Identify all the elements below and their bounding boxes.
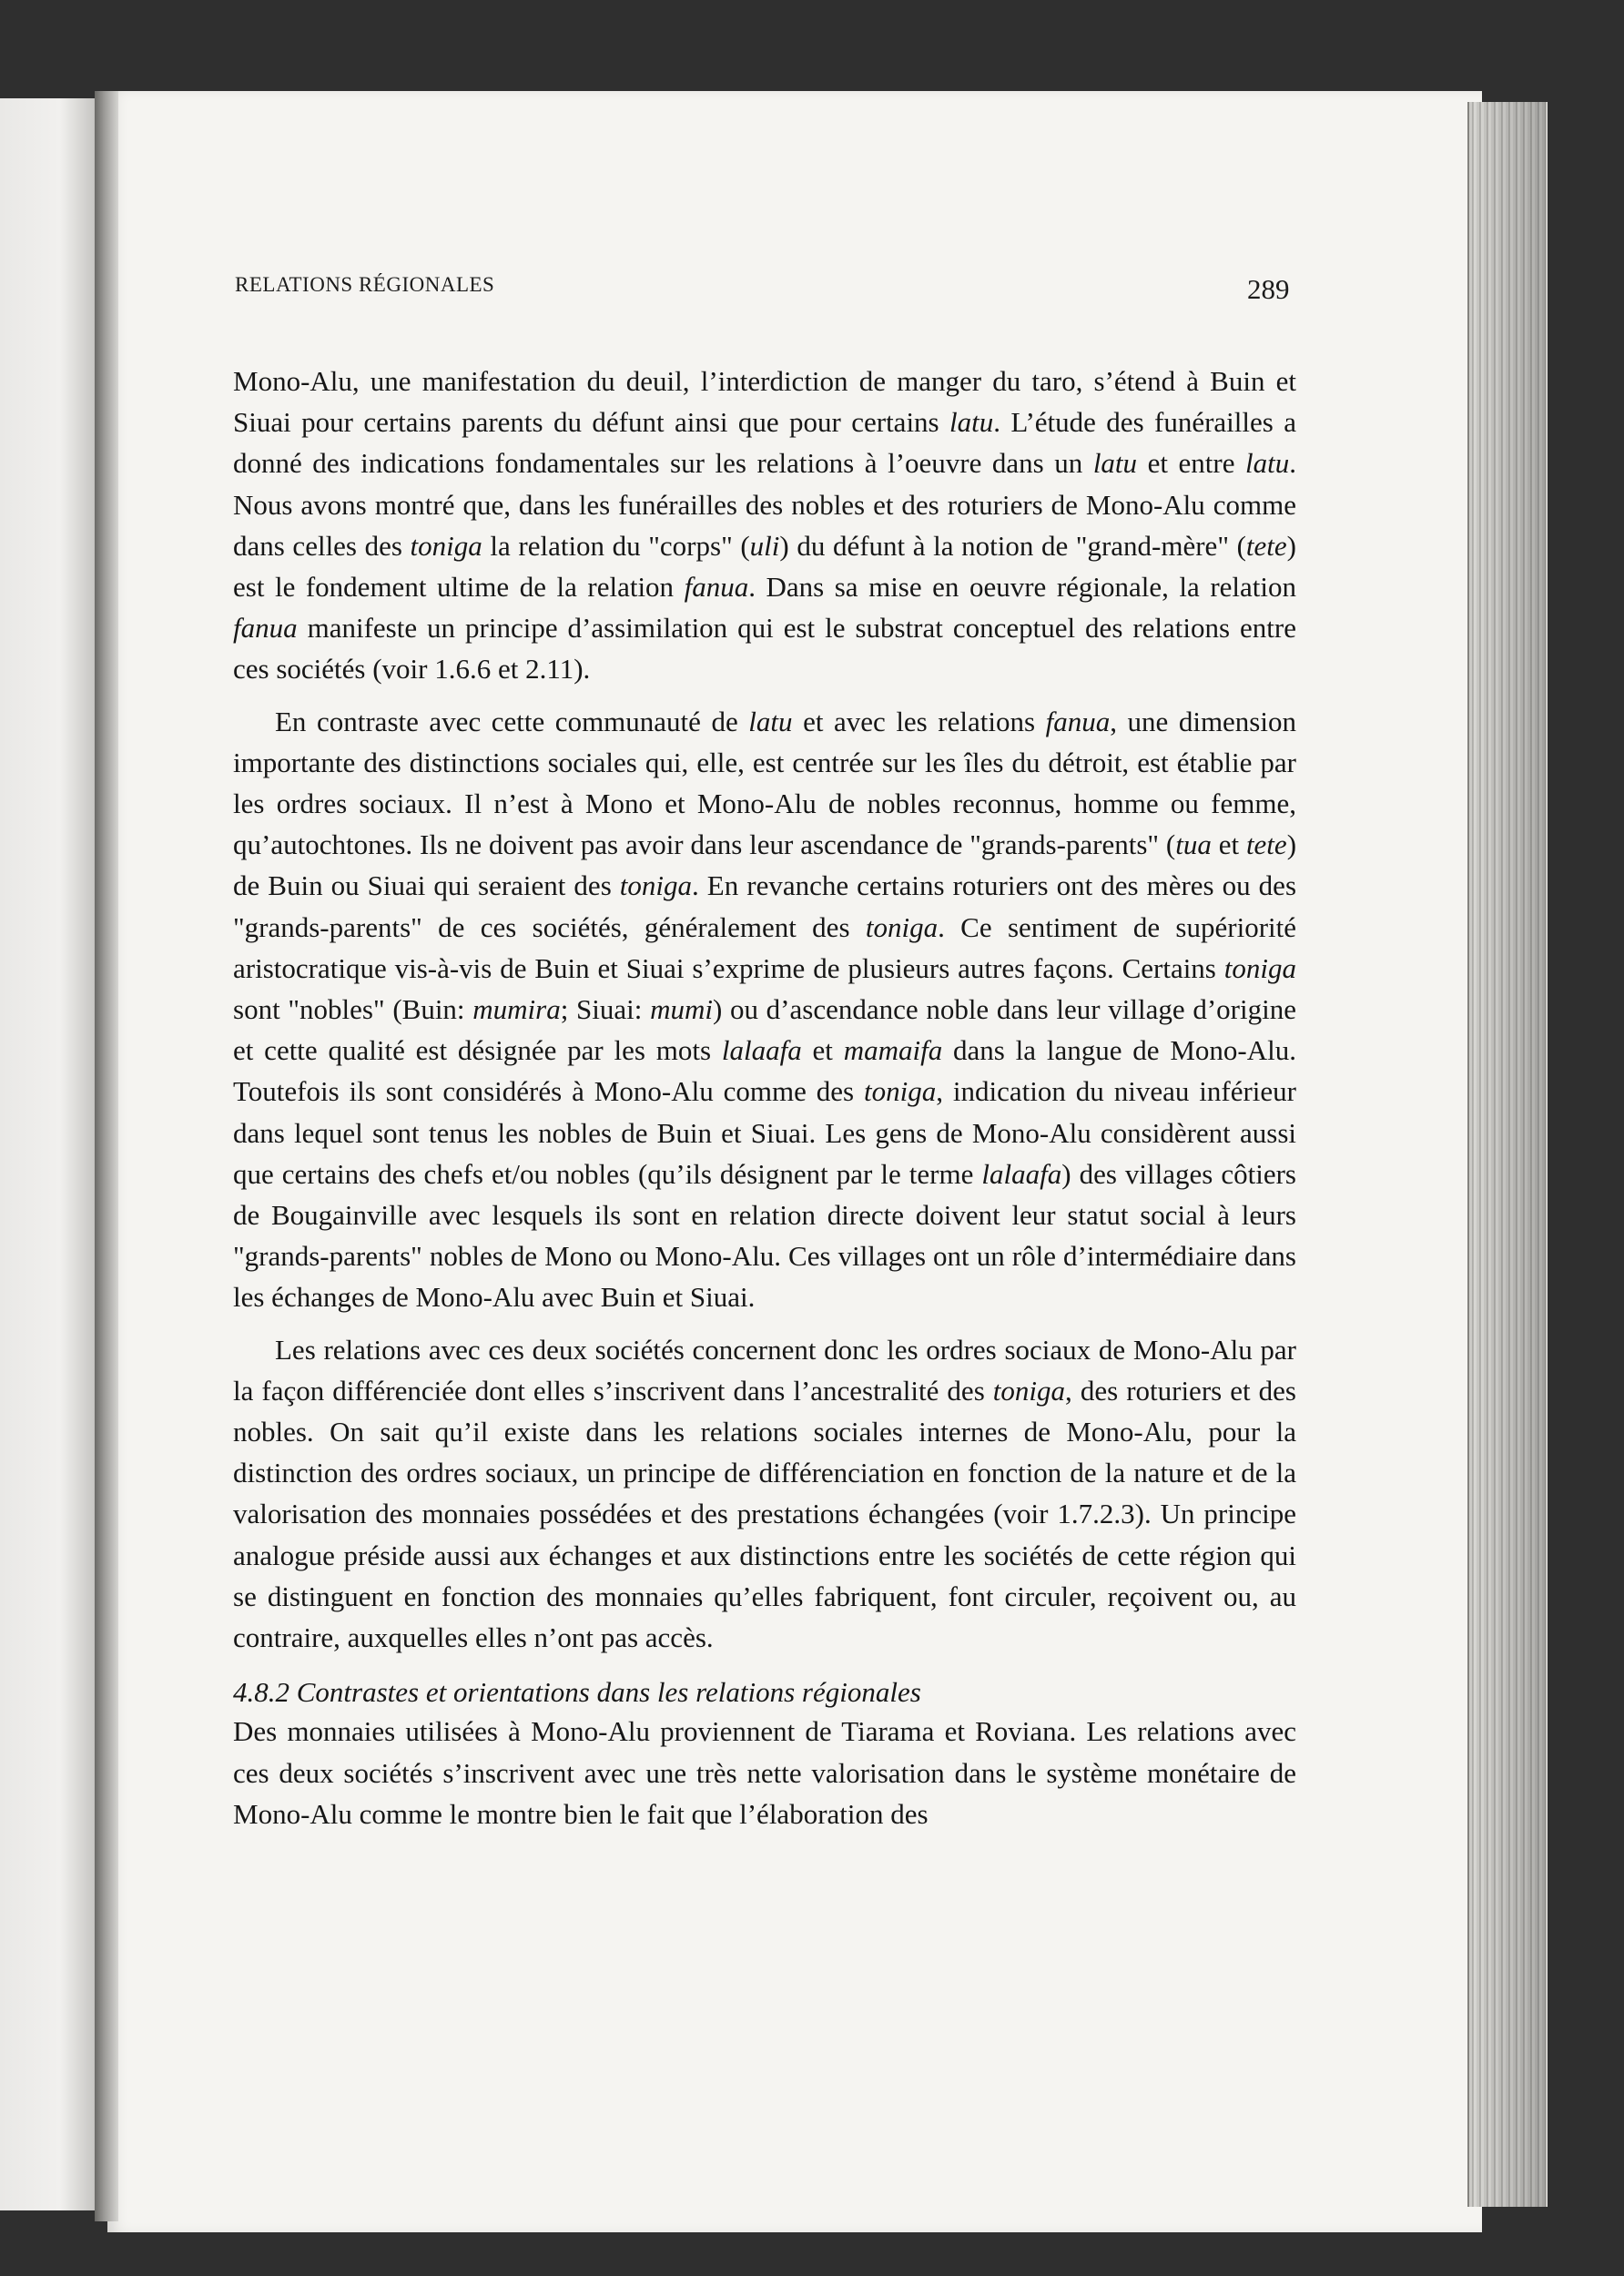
italic-term: uli [749,529,780,562]
text-run: ) est le fondement ultime de la relation [233,529,1296,604]
italic-term: latu [1245,447,1290,480]
text-run: et avec les relations [792,705,1046,737]
paragraph [233,1329,1296,1659]
italic-term: lalaafa [981,1157,1062,1190]
italic-term: tua [1175,828,1212,861]
page-edge-shadow [1467,102,1546,2207]
text-run: ) de Buin ou Siuai qui seraient des [233,828,1297,902]
italic-term: mumi [650,993,713,1026]
text-run: ) des villages côtiers de Bougainville avec lesquels ils sont en relation directe doivent leur statut social à leurs "grands-parents" nobles de Mono ou Mono-Alu. Ces villages ont un rôle d’intermédiaire dans les échanges de Mono-Alu avec Buin et Siuai. [233,1157,1296,1314]
text-run: Mono-Alu, une manifestation du deuil, l’interdiction de manger du taro, s’étend à Buin et Siuai pour certains parents du défunt ainsi que pour certains [233,365,1296,439]
italic-term: latu [748,705,793,737]
section-paragraph: Des monnaies utilisées à Mono-Alu proviennent de Tiarama et Roviana. Les relations avec ces deux sociétés s’inscrivent avec une très nette valorisation dans le système monétaire de Mono-Alu comme le montre bien le fait que l’élaboration des [233,1715,1296,1830]
text-run: dans la langue de Mono-Alu. Toutefois ils sont considérés à Mono-Alu comme des [233,1034,1296,1108]
text-run: . En revanche certains roturiers ont des mères ou des "grands-parents" de ces sociétés, généralement des [233,869,1297,943]
italic-term: mumira [472,993,561,1026]
text-run: ) ou d’ascendance noble dans leur village d’origine et cette qualité est désignée par les mots [233,993,1296,1067]
italic-term: toniga [410,529,482,562]
text-run: . L’étude des funérailles a donné des indications fondamentales sur les relations à l’oeuvre dans un [233,406,1296,480]
text-run: , des roturiers et des nobles. On sait qu’il existe dans les relations sociales internes de Mono-Alu, pour la distinction des ordres sociaux, un principe de différenciation en fonction de la nature et de la valorisation des monnaies possédées et des prestations échangées (voir 1.7.2.3). Un principe analogue préside aussi aux échanges et aux distinctions entre les sociétés de cette région qui se distinguent en fonction des monnaies qu’elles fabriquent, font circuler, reçoivent ou, au contraire, auxquelles elles n’ont pas accès. [233,1374,1296,1654]
italic-term: fanua [684,571,749,604]
text-run: et entre [1137,447,1246,480]
paragraph [233,701,1296,1318]
italic-term: tete [1245,529,1287,562]
italic-term: toniga [865,910,939,943]
text-run: Les relations avec ces deux sociétés concernent donc les ordres sociaux de Mono-Alu par la façon différenciée dont elles s’inscrivent dans l’ancestralité des [233,1333,1296,1407]
text-run: sont "nobles" (Buin: [233,993,473,1026]
text-run: En contraste avec cette communauté de [275,705,749,737]
body-text [233,361,1296,1834]
italic-term: toniga [992,1374,1066,1407]
paragraph [233,361,1296,690]
italic-term: latu [1092,447,1138,480]
italic-term: fanua [1045,705,1111,737]
facing-page-edge [0,98,109,2210]
italic-term: toniga [1223,951,1296,984]
text-run: et [801,1034,844,1067]
italic-term: tete [1245,828,1287,861]
text-run: et [1211,828,1246,861]
italic-term: mamaifa [843,1034,943,1067]
text-run: . Ce sentiment de supériorité aristocratique vis-à-vis de Buin et Siuai s’exprime de plusieurs autres façons. Certains [233,910,1297,984]
text-run: . Dans sa mise en oeuvre régionale, la relation [748,571,1296,604]
section-heading: 4.8.2 Contrastes et orientations dans les relations régionales [233,1676,921,1709]
italic-term: lalaafa [721,1034,802,1067]
text-run: ; Siuai: [560,993,651,1026]
italic-term: fanua [233,612,298,645]
italic-term: latu [949,406,994,439]
book-gutter [95,91,118,2221]
page-number: 289 [1247,273,1290,305]
text-run: . Nous avons montré que, dans les funérailles des nobles et des roturiers de Mono-Alu comme dans celles des [233,447,1296,562]
running-head: RELATIONS RÉGIONALES [235,273,495,296]
italic-term: toniga [619,869,693,902]
italic-term: toniga [864,1075,937,1108]
text-run: , une dimension importante des distinctions sociales qui, elle, est centrée sur les îles du détroit, est établie par les ordres sociaux. Il n’est à Mono et Mono-Alu de nobles reconnus, homme ou femme, qu’autochtones. Ils ne doivent pas avoir dans leur ascendance de "grands-parents" ( [233,705,1296,861]
text-run: ) du défunt à la notion de "grand-mère" ( [779,529,1246,562]
text-run: la relation du "corps" ( [482,529,750,562]
text-run: , indication du niveau inférieur dans lequel sont tenus les nobles de Buin et Siuai. Les gens de Mono-Alu considèrent aussi que certains des chefs et/ou nobles (qu’ils désignent par le terme [233,1075,1296,1190]
text-run: manifeste un principe d’assimilation qui est le substrat conceptuel des relations entre ces sociétés (voir 1.6.6 et 2.11). [233,612,1296,686]
